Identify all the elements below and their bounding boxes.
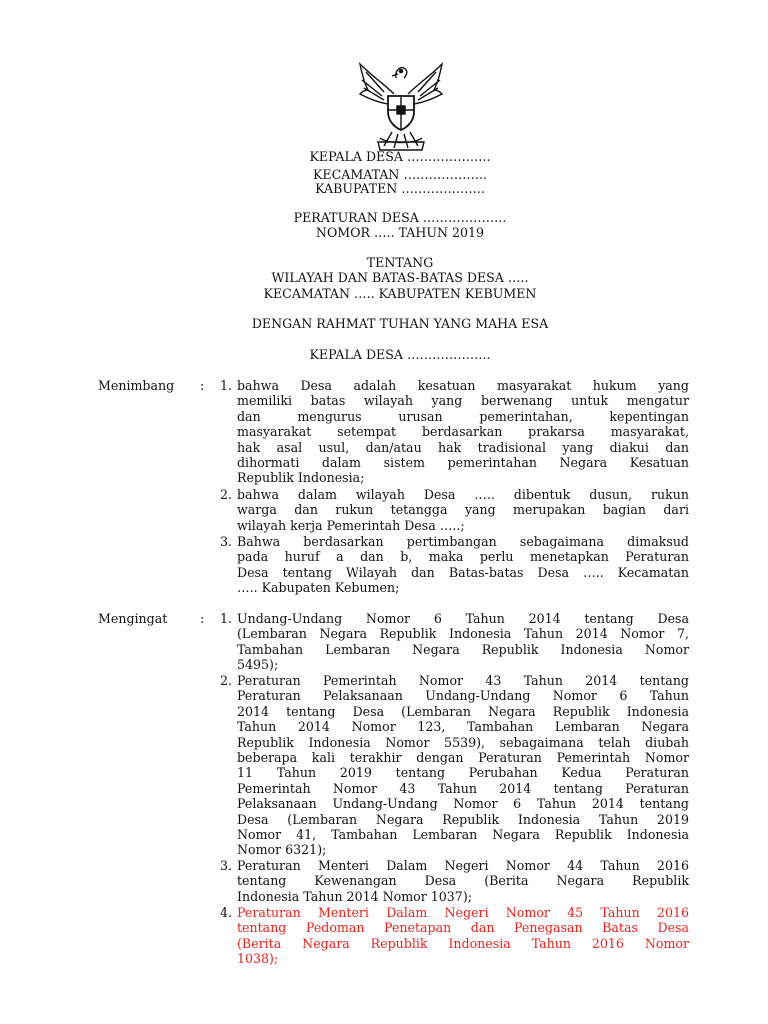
header-kecamatan: KECAMATAN ……………….. — [312, 167, 488, 182]
header-peraturan-desa: PERATURAN DESA ……………….. — [293, 210, 507, 225]
text-line: Republik Indonesia Nomor 5539), sebagaimana telah diubah — [237, 734, 689, 750]
text-line: ….. Kabupaten Kebumen; — [237, 580, 400, 596]
header-nomor-tahun: NOMOR ….. TAHUN 2019 — [315, 225, 485, 240]
menimbang-item-3-number: 3. — [219, 534, 232, 549]
text-line: Peraturan Menteri Dalam Negeri Nomor 45 Tahun 2016 — [237, 905, 689, 920]
text-line: warga dan rukun tetangga yang merupakan bagian dari — [237, 502, 689, 518]
text-line: Desa (Lembaran Negara Republik Indonesia Tahun 2019 — [237, 811, 689, 827]
text-line: bahwa Desa adalah kesatuan masyarakat hukum yang — [237, 378, 689, 393]
text-line: (Lembaran Negara Republik Indonesia Tahun 2014 Nomor 7, — [237, 626, 689, 642]
text-line: Bahwa berdasarkan pertimbangan sebagaimana dimaksud — [237, 534, 689, 549]
text-line: pada huruf a dan b, maka perlu menetapkan Peraturan — [237, 549, 689, 565]
text-line: Pemerintah Nomor 43 Tahun 2014 tentang Peraturan — [237, 780, 689, 796]
menimbang-item-1-text — [237, 378, 689, 486]
mengingat-item-1-number: 1. — [219, 611, 232, 626]
text-line: Peraturan Pelaksanaan Undang-Undang Nomor 6 Tahun — [237, 688, 689, 704]
text-line: Nomor 6321); — [237, 842, 327, 858]
header-kabupaten: KABUPATEN ……………….. — [315, 181, 485, 196]
text-line: 1038); — [237, 951, 279, 967]
text-line: wilayah kerja Pemerintah Desa …..; — [237, 517, 465, 533]
text-line: Tahun 2014 Nomor 123, Tambahan Lembaran Negara — [237, 719, 689, 735]
text-line: beberapa kali terakhir dengan Peraturan Pemerintah Nomor — [237, 749, 689, 765]
text-line: Undang-Undang Nomor 6 Tahun 2014 tentang Desa — [237, 611, 689, 626]
text-line: 2014 tentang Desa (Lembaran Negara Republik Indonesia — [237, 703, 689, 719]
mengingat-label: Mengingat — [98, 611, 168, 626]
header-tentang: TENTANG — [366, 255, 434, 270]
text-line: Tambahan Lembaran Negara Republik Indonesia Nomor — [237, 641, 689, 657]
menimbang-colon: : — [200, 378, 205, 393]
text-line: memiliki batas wilayah yang berwenang untuk mengatur — [237, 393, 689, 409]
header-subject-line-2: KECAMATAN ….. KABUPATEN KEBUMEN — [263, 286, 537, 301]
mengingat-item-3-text — [237, 858, 689, 904]
text-line: Nomor 41, Tambahan Lembaran Negara Republik Indonesia — [237, 826, 689, 842]
text-line: 5495); — [237, 657, 279, 673]
header-rahmat: DENGAN RAHMAT TUHAN YANG MAHA ESA — [251, 316, 549, 331]
text-line: dan mengurus urusan pemerintahan, kepentingan — [237, 408, 689, 424]
text-line: masyarakat setempat berdasarkan prakarsa masyarakat, — [237, 424, 689, 440]
mengingat-item-4-number: 4. — [219, 905, 232, 920]
header-kepala-desa: KEPALA DESA ……………….. — [309, 149, 491, 164]
menimbang-item-2-number: 2. — [219, 487, 232, 502]
text-line: bahwa dalam wilayah Desa ….. dibentuk dusun, rukun — [237, 487, 689, 502]
mengingat-colon: : — [200, 611, 205, 626]
mengingat-item-3-number: 3. — [219, 858, 232, 873]
garuda-pancasila-emblem-icon — [354, 54, 448, 154]
mengingat-item-1-text — [237, 611, 689, 673]
text-line: tentang Kewenangan Desa (Berita Negara Republik — [237, 873, 689, 889]
menimbang-label: Menimbang — [98, 378, 175, 393]
text-line: 11 Tahun 2019 tentang Perubahan Kedua Peraturan — [237, 765, 689, 781]
text-line: Indonesia Tahun 2014 Nomor 1037); — [237, 888, 472, 904]
menimbang-item-2-text — [237, 487, 689, 533]
text-line: Peraturan Pemerintah Nomor 43 Tahun 2014 tentang — [237, 673, 689, 688]
header-subject-line-1: WILAYAH DAN BATAS-BATAS DESA ….. — [271, 270, 529, 285]
text-line: Pelaksanaan Undang-Undang Nomor 6 Tahun 2014 tentang — [237, 796, 689, 812]
text-line: tentang Pedoman Penetapan dan Penegasan Batas Desa — [237, 920, 689, 936]
text-line: hak asal usul, dan/atau hak tradisional yang diakui dan — [237, 439, 689, 455]
menimbang-item-3-text — [237, 534, 689, 596]
text-line: (Berita Negara Republik Indonesia Tahun 2016 Nomor — [237, 935, 689, 951]
mengingat-item-2-text — [237, 673, 689, 858]
text-line: Republik Indonesia; — [237, 470, 365, 486]
text-line: dihormati dalam sistem pemerintahan Negara Kesatuan — [237, 454, 689, 470]
mengingat-item-4-text-highlighted — [237, 905, 689, 967]
text-line: Peraturan Menteri Dalam Negeri Nomor 44 Tahun 2016 — [237, 858, 689, 873]
menimbang-item-1-number: 1. — [219, 378, 232, 393]
mengingat-item-2-number: 2. — [219, 673, 232, 688]
header-kepala-desa-2: KEPALA DESA ……………….. — [309, 347, 491, 362]
text-line: Desa tentang Wilayah dan Batas-batas Desa ….. Kecamatan — [237, 564, 689, 580]
